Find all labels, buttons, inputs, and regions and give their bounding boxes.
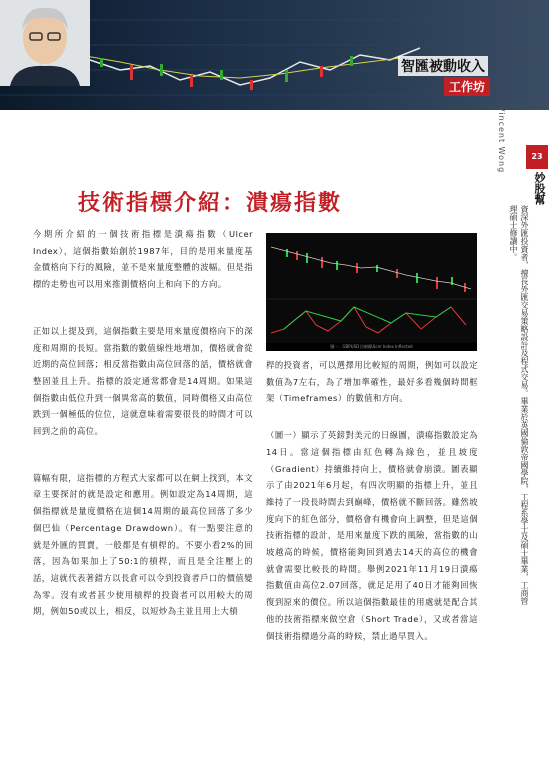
author-latin-name: Vincent Wong — [497, 106, 506, 174]
paragraph: 桿的投資者，可以選擇用比較短的周期，例如可以設定數值為7左右，為了增加準確性，最好多看幾個時間框架（Timeframes）的數值和方向。 — [266, 360, 478, 404]
figure-caption: 圖一：GBPUSD日線圖Ulcer Index Inflected — [266, 343, 477, 351]
author-bio: 資深外匯投資者，擅長外匯交易策略設計及程式交易。畢業於英國倫敦帝國學院，工程系學士及碩士畢業，工商管理碩士修讀中。 — [509, 205, 529, 605]
paragraph: 今期所介紹的一個技術指標是潰瘍指數（Ulcer Index），這個指數始創於1987年，目的是用來量度基金價格向下行的風險，並不是來量度整體的波幅。但是指標的走勢也可以用來推測價格向上和向下的方向。 — [33, 229, 253, 290]
paragraph: （圖一）顯示了英鎊對美元的日線圖，潰瘍指數設定為14日。當這個指標由紅色轉為綠色，並且坡度（Gradient）持續維持向上，價格就會崩潰。圖表顯示了由2021年6月起，有四次明顯的指標上升，並且維持了一段長時間去到巔峰，價格就不斷回落。雖然坡度向下的紅色部分，價格會有機會向上調整，但是這個技術指標的設計，是用來量度下跌的風險，當指數的山坡越高的時候，價格能夠回到過去14天的高位的機會就會需要比較長的時間。舉例2021年11月19日潰瘍指數值由高位2.07回落，就足足用了40日才能夠回恢復到原來的價位。所以這個指數最佳的用處就是配合其他的技術指標來做空倉（Short Trade），又或者當這個技術指標過分高的時候，禁止過早買入。 — [266, 430, 478, 641]
paragraph: 正如以上提及到，這個指數主要是用來量度價格向下的深度和周期的長短。當指數的數值線性地增加，價格就會從近期的高位回落；相反當指數由高位回落的話，價格就會整固並且上升。指標的設定通常都會是14周期。如果這個指數由低位升到一個異常高的數值，同時價格又由高位跌到一個極低的位位，這就意味着需要很長的時間才可以回到之前的高位。 — [33, 325, 253, 437]
column-title: 智匯被動收入 — [398, 56, 488, 76]
right-column — [266, 357, 478, 659]
paragraph: 篇幅有限，這指標的方程式大家都可以在網上找到，本文章主要探討的就是設定和應用。例如設定為14周期，這個指標就是量度價格在這個14周期的最高位回落了多少個巴仙（Percentage Drawdown）。有一點要注意的就是外匯的買賣，一般都是有槓桿的。不要小看2%的回落，因為如果加上了50:1的槓桿，而且是全注壓上的話，這就代表著錯方以長倉可以令到投資者戶口的價值變為零。沒有或者甚少使用槓桿的投資者可以用較大的周期，例如50或以上，相反，以短炒為主並且用上大槓 — [33, 472, 253, 617]
author-portrait — [0, 0, 90, 86]
author-name: 妙股幫 — [533, 172, 546, 205]
forex-chart — [266, 233, 477, 343]
column-subtitle: 工作坊 — [444, 77, 490, 96]
article-title: 技術指標介紹：潰瘍指數 — [78, 191, 343, 216]
page-number: 23 — [526, 145, 548, 169]
left-column — [33, 226, 253, 635]
figure-chart — [266, 233, 477, 351]
